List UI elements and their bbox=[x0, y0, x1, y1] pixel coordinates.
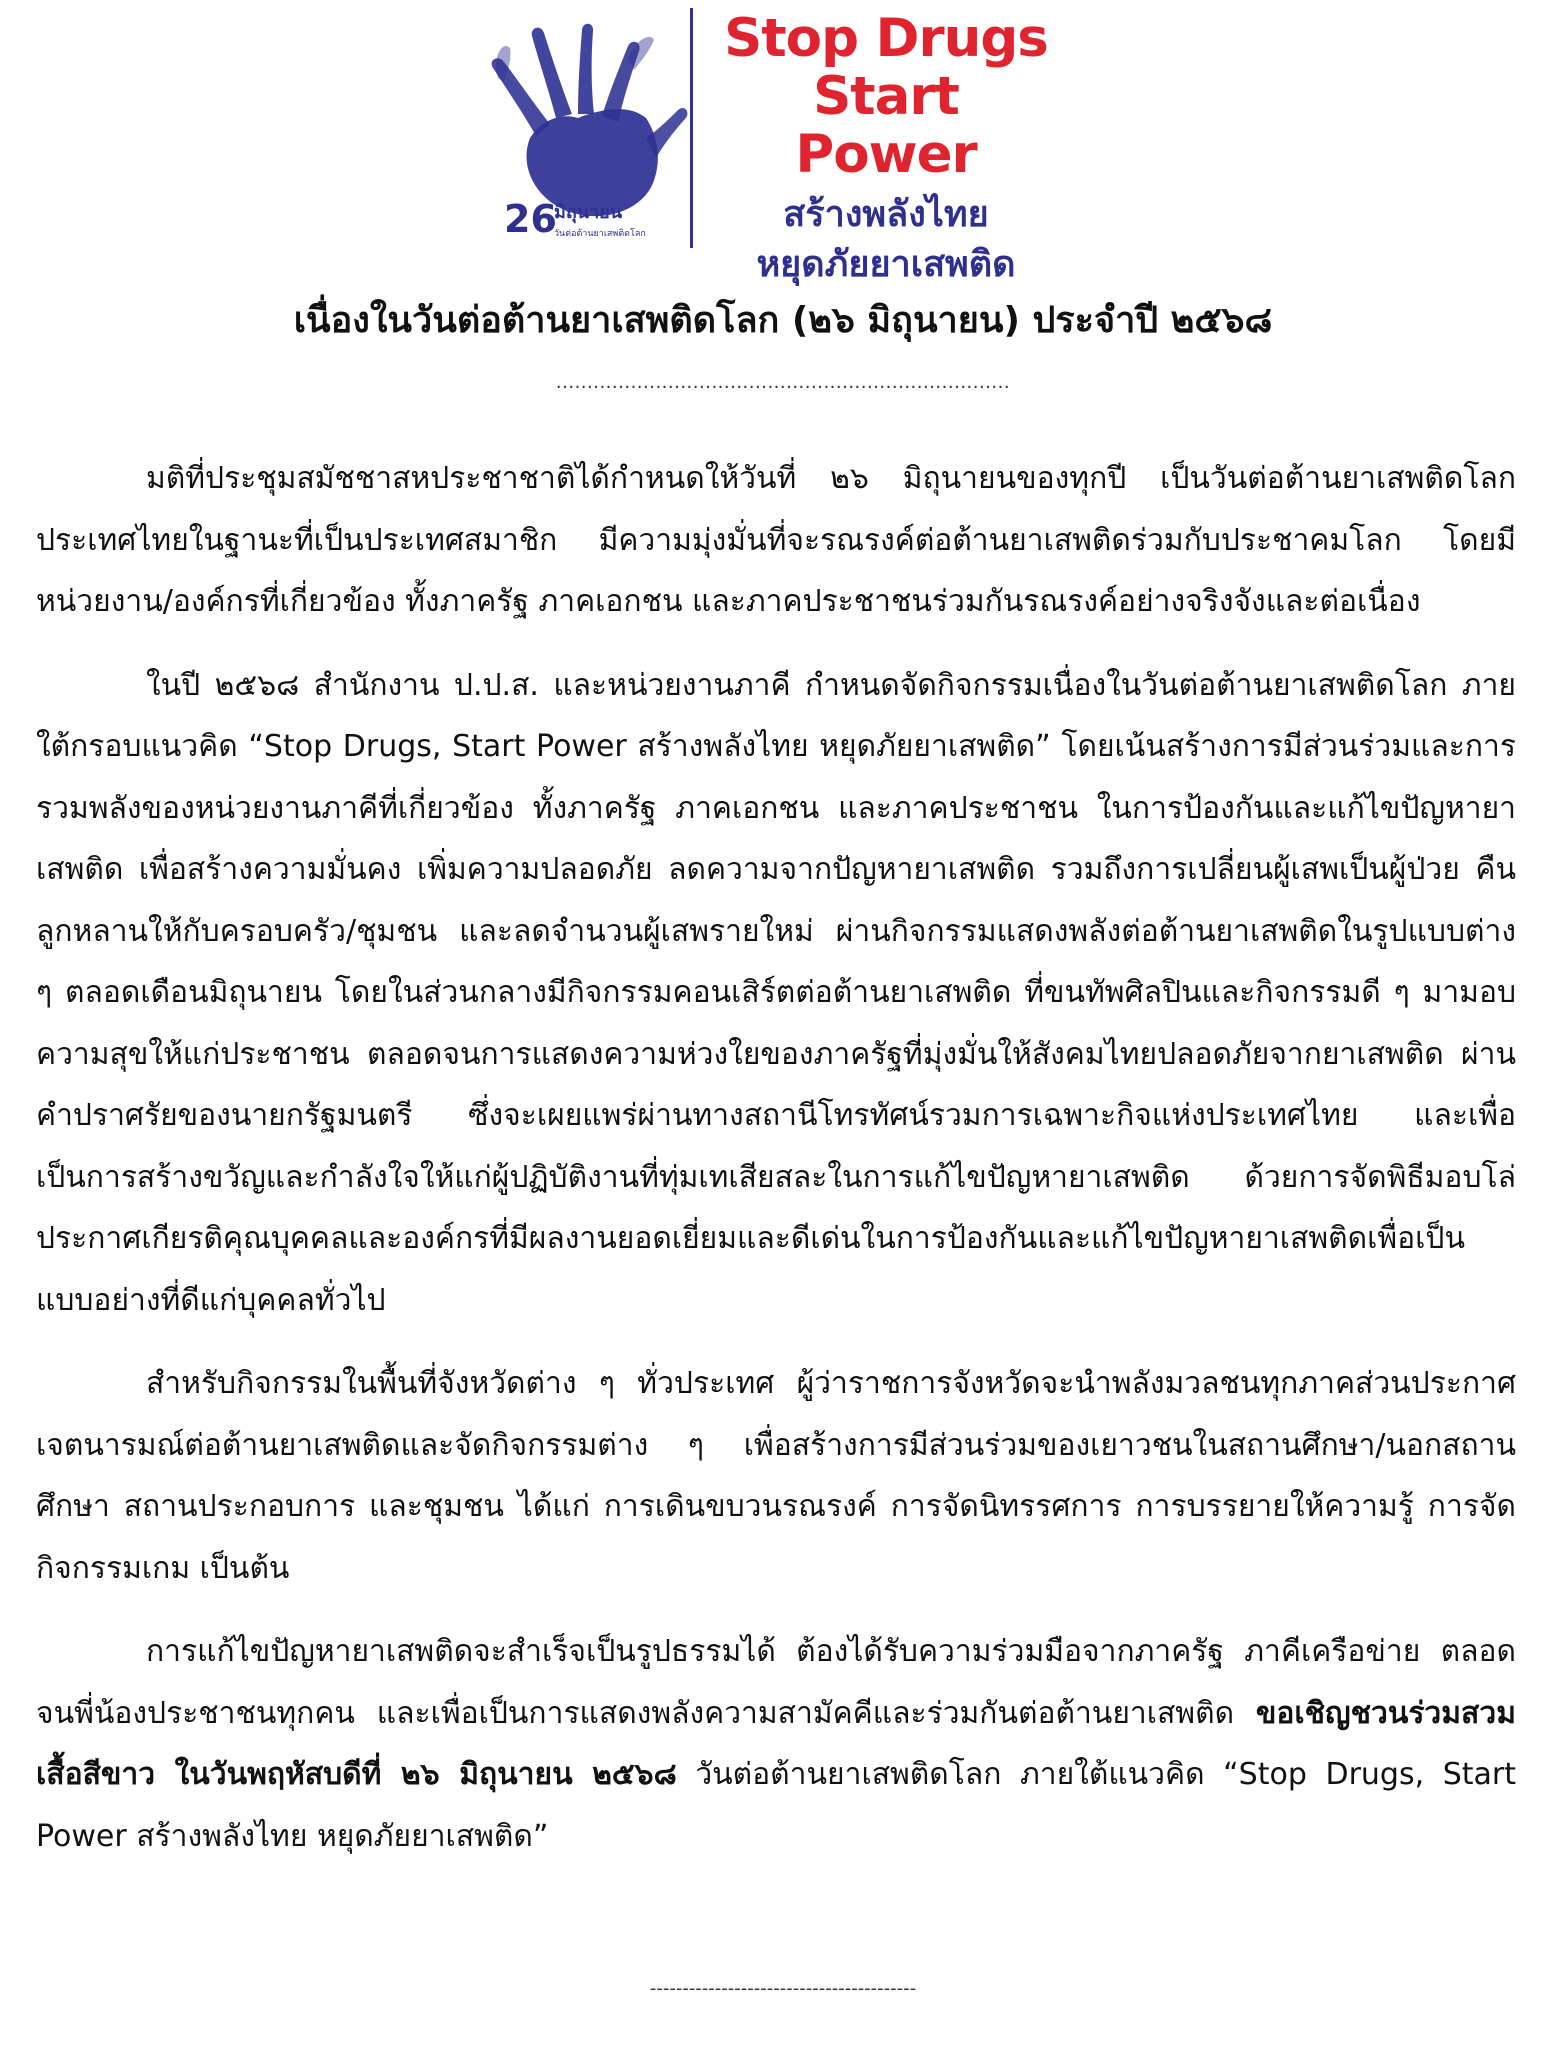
paragraph-1 bbox=[36, 448, 1516, 633]
paragraph-text: ในปี ๒๕๖๘ สำนักงาน ป.ป.ส. และหน่วยงานภาคี กำหนดจัดกิจกรรมเนื่องในวันต่อต้านยาเสพติดโลก ภายใต้กรอบแนวคิด “Stop Drugs, Start Power สร้างพลังไทย หยุดภัยยาเสพติด” โดยเน้นสร้างการมีส่วนร่วมและการรวมพลังของหน่วยงานภาคีที่เกี่ยวข้อง ทั้งภาครัฐ ภาคเอกชน และภาคประชาชน ในการป้องกันและแก้ไขปัญหายาเสพติด เพื่อสร้างความมั่นคง เพิ่มความปลอดภัย ลดความจากปัญหายาเสพติด รวมถึงการเปลี่ยนผู้เสพเป็นผู้ป่วย คืนลูกหลานให้กับครอบครัว/ชุมชน และลดจำนวนผู้เสพรายใหม่ ผ่านกิจกรรมแสดงพลังต่อต้านยาเสพติดในรูปแบบต่าง ๆ ตลอดเดือนมิถุนายน โดยในส่วนกลางมีกิจกรรมคอนเสิร์ตต่อต้านยาเสพติด ที่ขนทัพศิลปินและกิจกรรมดี ๆ มามอบความสุขให้แก่ประชาชน ตลอดจนการแสดงความห่วงใยของภาครัฐที่มุ่งมั่นให้สังคมไทยปลอดภัยจากยาเสพติด ผ่านคำปราศรัยของนายกรัฐมนตรี ซึ่งจะเผยแพร่ผ่านทางสถานีโทรทัศน์รวมการเฉพาะกิจแห่งประเทศไทย และเพื่อเป็นการสร้างขวัญและกำลังใจให้แก่ผู้ปฏิบัติงานที่ทุ่มเทเสียสละในการแก้ไขปัญหายาเสพติด ด้วยการจัดพิธีมอบโล่ประกาศเกียรติคุณบุคคลและองค์กรที่มีผลงานยอดเยี่ยมและดีเด่นในการป้องกันและแก้ไขปัญหายาเสพติดเพื่อเป็นแบบอย่างที่ดีแก่บุคคลทั่วไป bbox=[36, 667, 1516, 1318]
paragraph-text: สำหรับกิจกรรมในพื้นที่จังหวัดต่าง ๆ ทั่วประเทศ ผู้ว่าราชการจังหวัดจะนำพลังมวลชนทุกภาคส่วนประกาศเจตนารมณ์ต่อต้านยาเสพติดและจัดกิจกรรมต่าง ๆ เพื่อสร้างการมีส่วนร่วมของเยาวชนในสถานศึกษา/นอกสถานศึกษา สถานประกอบการ และชุมชน ได้แก่ การเดินขบวนรณรงค์ การจัดนิทรรศการ การบรรยายให้ความรู้ การจัดกิจกรรมเกม เป็นต้น bbox=[36, 1366, 1516, 1586]
document-body bbox=[36, 448, 1516, 1889]
paragraph-4 bbox=[36, 1621, 1516, 1867]
date-caption: วันต่อต้านยาเสพติดโลก bbox=[554, 229, 646, 239]
date-number: 26 bbox=[504, 197, 557, 241]
paragraph-2 bbox=[36, 655, 1516, 1332]
campaign-slogan bbox=[716, 10, 1056, 290]
logo-divider bbox=[690, 8, 693, 248]
paragraph-text: การแก้ไขปัญหายาเสพติดจะสำเร็จเป็นรูปธรรมได้ ต้องได้รับความร่วมมือจากภาครัฐ ภาคีเครือข่าย ตลอดจนพี่น้องประชาชนทุกคน และเพื่อเป็นการแสดงพลังความสามัคคีและร่วมกันต่อต้านยาเสพติด bbox=[36, 1634, 1516, 1731]
invitation-highlight: ขอเชิญชวนร่วมสวมเสื้อสีขาว ในวันพฤหัสบดีที่ ๒๖ มิถุนายน ๒๕๖๘ bbox=[36, 1695, 1516, 1792]
document-title: เนื่องในวันต่อต้านยาเสพติดโลก (๒๖ มิถุนายน) ประจำปี ๒๕๖๘ bbox=[293, 300, 1273, 341]
paragraph-3 bbox=[36, 1353, 1516, 1599]
slogan-thai-line-1: สร้างพลังไทย bbox=[783, 194, 989, 235]
header bbox=[0, 0, 1566, 285]
slogan-thai-line-2: หยุดภัยยาเสพติด bbox=[756, 244, 1016, 285]
paragraph-text: วันต่อต้านยาเสพติดโลก ภายใต้แนวคิด “Stop Drugs, Start Power สร้างพลังไทย หยุดภัยยาเสพติด” bbox=[36, 1757, 1516, 1854]
date-month: มิถุนายน bbox=[554, 202, 623, 223]
hand-print-icon bbox=[478, 18, 690, 250]
slogan-line-2: Start Power bbox=[795, 66, 977, 185]
footer-dashed-rule: ----------------------------------------- bbox=[649, 1978, 917, 1999]
slogan-line-1: Stop Drugs bbox=[724, 8, 1048, 69]
title-dotted-rule: ......................................................................... bbox=[555, 372, 1011, 393]
paragraph-text: มติที่ประชุมสมัชชาสหประชาชาติได้กำหนดให้วันที่ ๒๖ มิถุนายนของทุกปี เป็นวันต่อต้านยาเสพติดโลก ประเทศไทยในฐานะที่เป็นประเทศสมาชิก มีความมุ่งมั่นที่จะรณรงค์ต่อต้านยาเสพติดร่วมกับประชาคมโลก โดยมีหน่วยงาน/องค์กรที่เกี่ยวข้อง ทั้งภาครัฐ ภาคเอกชน และภาคประชาชนร่วมกันรณรงค์อย่างจริงจังและต่อเนื่อง bbox=[36, 461, 1516, 619]
